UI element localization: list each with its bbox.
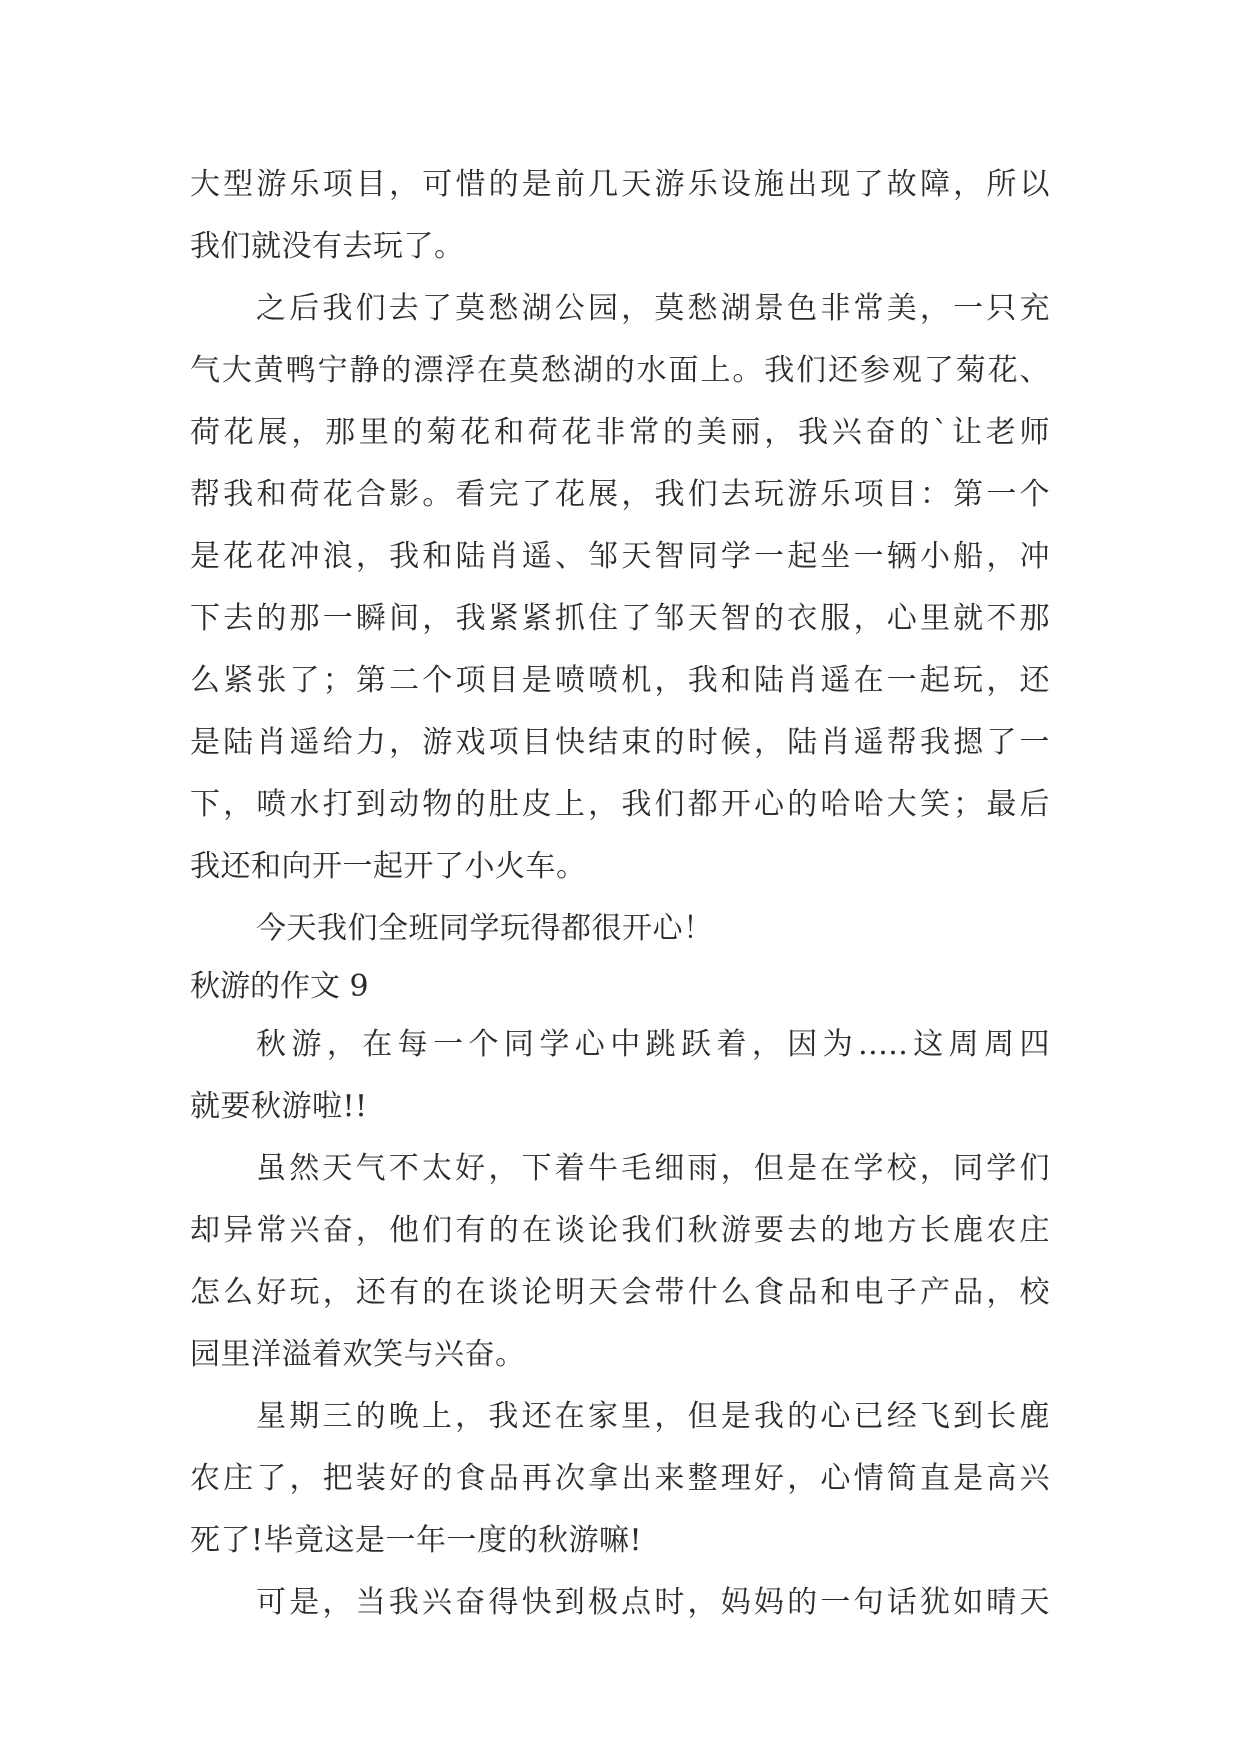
text-line: 却异常兴奋，他们有的在谈论我们秋游要去的地方长鹿农庄: [190, 1213, 1050, 1248]
text-line: 就要秋游啦!!: [190, 1089, 368, 1124]
text-line: 秋游，在每一个同学心中跳跃着，因为.....这周周四: [256, 1027, 1050, 1062]
paragraph: [190, 898, 1050, 960]
text-line: 可是，当我兴奋得快到极点时，妈妈的一句话犹如晴天: [256, 1585, 1050, 1620]
text-line: 大型游乐项目，可惜的是前几天游乐设施出现了故障，所以: [190, 167, 1050, 202]
text-line: 死了!毕竟这是一年一度的秋游嘛!: [190, 1523, 643, 1558]
text-line: 星期三的晚上，我还在家里，但是我的心已经飞到长鹿: [256, 1399, 1050, 1434]
text-line: 今天我们全班同学玩得都很开心！: [256, 911, 714, 946]
text-line: 我还和向开一起开了小火车。: [190, 849, 587, 884]
text-line: 帮我和荷花合影。看完了花展，我们去玩游乐项目：第一个: [190, 477, 1050, 512]
paragraph: [190, 1138, 1050, 1386]
text-line: 虽然天气不太好，下着牛毛细雨，但是在学校，同学们: [256, 1151, 1050, 1186]
text-line: 下，喷水打到动物的肚皮上，我们都开心的哈哈大笑；最后: [190, 787, 1050, 822]
text-line: 怎么好玩，还有的在谈论明天会带什么食品和电子产品，校: [190, 1275, 1050, 1310]
section-heading: 秋游的作文 9: [190, 969, 369, 1004]
paragraph: [190, 1386, 1050, 1572]
text-line: 下去的那一瞬间，我紧紧抓住了邹天智的衣服，心里就不那: [190, 601, 1050, 636]
text-line: 我们就没有去玩了。: [190, 229, 465, 264]
paragraph: [190, 1014, 1050, 1138]
text-line: 是陆肖遥给力，游戏项目快结束的时候，陆肖遥帮我摁了一: [190, 725, 1050, 760]
paragraph: [190, 1572, 1050, 1634]
document-body: [190, 154, 1050, 1634]
text-line: 气大黄鸭宁静的漂浮在莫愁湖的水面上。我们还参观了菊花、: [190, 353, 1050, 388]
text-line: 是花花冲浪，我和陆肖遥、邹天智同学一起坐一辆小船，冲: [190, 539, 1050, 574]
paragraph: [190, 278, 1050, 898]
paragraph: [190, 154, 1050, 278]
text-line: 荷花展，那里的菊花和荷花非常的美丽，我兴奋的`让老师: [190, 415, 1050, 450]
text-line: 园里洋溢着欢笑与兴奋。: [190, 1337, 526, 1372]
text-line: 农庄了，把装好的食品再次拿出来整理好，心情简直是高兴: [190, 1461, 1050, 1496]
text-line: 之后我们去了莫愁湖公园，莫愁湖景色非常美，一只充: [256, 291, 1050, 326]
text-line: 么紧张了；第二个项目是喷喷机，我和陆肖遥在一起玩，还: [190, 663, 1050, 698]
